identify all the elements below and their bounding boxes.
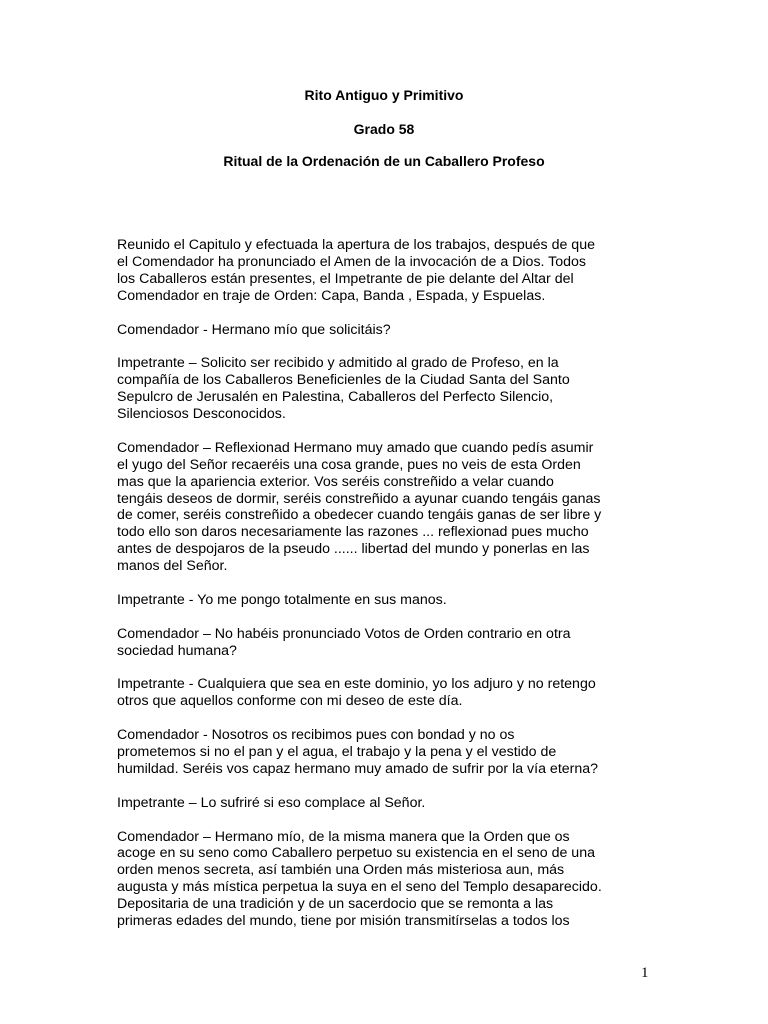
paragraph: Impetrante - Cualquiera que sea en este dominio, yo los adjuro y no retengo otros que aquellos conforme con mi deseo de este día.: [117, 676, 596, 710]
document-body: [117, 237, 647, 947]
paragraph: Comendador – Hermano mío, de la misma manera que la Orden que os acoge en su seno como Caballero perpetuo su existencia en el seno de una orden menos secreta, así también una Orden más misteriosa aun, más augusta y más mística perpetua la suya en el seno del Templo desaparecido. Depositaria de una tradición y de un sacerdocio que se remonta a las primeras edades del mundo, tiene por misión transmitírselas a todos los: [117, 828, 602, 930]
paragraph: Comendador – No habéis pronunciado Votos de Orden contrario en otra sociedad humana?: [117, 625, 571, 659]
document-subtitle: Ritual de la Ordenación de un Caballero Profeso: [223, 153, 545, 169]
paragraph: Impetrante – Solicito ser recibido y admitido al grado de Profeso, en la compañía de los Caballeros Beneficienles de la Ciudad Santa del Santo Sepulcro de Jerusalén en Palestina, Caballeros del Perfecto Silencio, Silenciosos Desconocidos.: [117, 355, 570, 423]
paragraph: Impetrante - Yo me pongo totalmente en sus manos.: [117, 591, 447, 608]
document-title: Rito Antiguo y Primitivo: [304, 87, 464, 103]
paragraph: Reunido el Capitulo y efectuada la apertura de los trabajos, después de que el Comendador ha pronunciado el Amen de la invocación de a Dios. Todos los Caballeros están presentes, el Impetrante de pie delante del Altar del Comendador en traje de Orden: Capa, Banda , Espada, y Espuelas.: [117, 237, 595, 304]
paragraph: Comendador - Hermano mío que solicitáis?: [117, 321, 391, 338]
paragraph: Comendador - Nosotros os recibimos pues con bondad y no os prometemos si no el pan y el agua, el trabajo y la pena y el vestido de humildad. Seréis vos capaz hermano muy amado de sufrir por la vía eterna?: [117, 727, 599, 777]
page-number: 1: [641, 965, 649, 981]
document-grade: Grado 58: [353, 121, 415, 137]
paragraph: Comendador – Reflexionad Hermano muy amado que cuando pedís asumir el yugo del Señor recaeréis una cosa grande, pues no veis de esta Orden mas que la apariencia exterior. Vos seréis constreñido a velar cuando tengáis deseos de dormir, seréis constreñido a ayunar cuando tengáis ganas de comer, seréis constreñido a obedecer cuando tengáis ganas de ser libre y todo ello son daros necesariamente las razones ... reflexionad pues mucho antes de despojaros de la pseudo ...... libertad del mundo y ponerlas en las manos del Señor.: [117, 439, 602, 575]
paragraph: Impetrante – Lo sufriré si eso complace al Señor.: [117, 794, 426, 811]
